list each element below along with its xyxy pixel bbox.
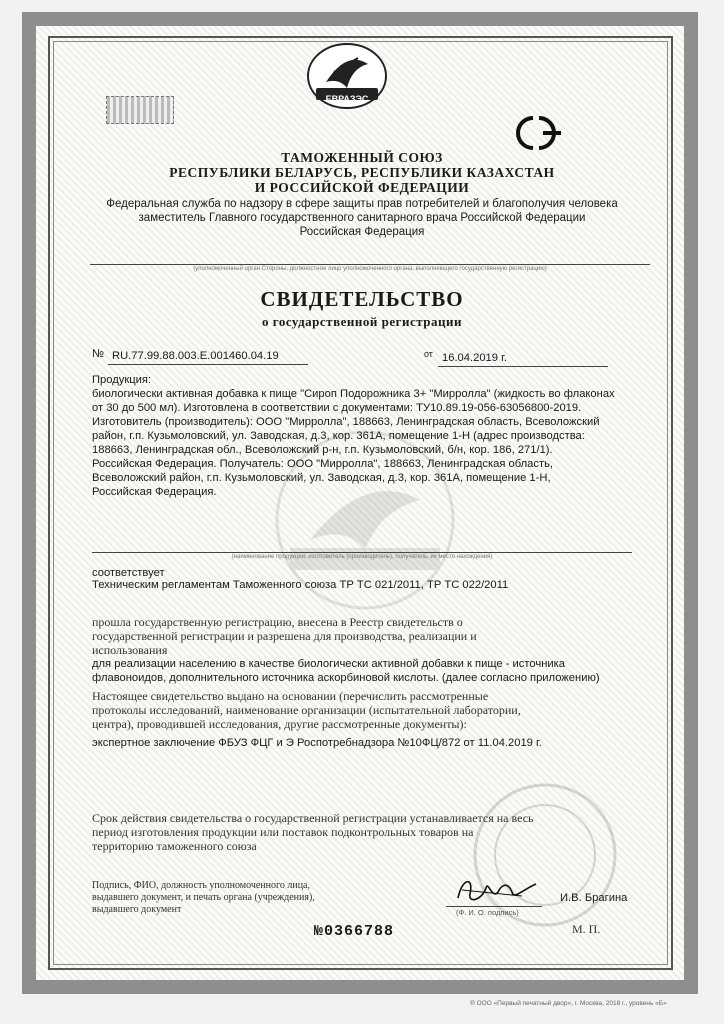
usage-line-2: флавоноидов, дополнительного источника аскорбиновой кислоты. (далее согласно приложению) (92, 672, 600, 684)
union-line-3: И РОССИЙСКОЙ ФЕДЕРАЦИИ (254, 180, 470, 195)
usage-line-1: для реализации населению в качестве биологически активной добавки к пище - источника (92, 658, 565, 670)
agency-line-1: Федеральная служба по надзору в сфере защиты прав потребителей и благополучия человека (106, 198, 618, 210)
basis-line-1: Настоящее свидетельство выдано на основании (перечислить рассмотренные (92, 689, 489, 703)
serial-number: №0366788 (314, 923, 395, 940)
product-line-7: Всеволожский район, г.п. Кузьмоловский, ул. Заводская, д.3, кор. 361А, помещение 1-Н, (92, 472, 551, 484)
printer-note: ® ООО «Первый печатный двор», г. Москва, 2018 г., уровень «Б» (470, 1000, 667, 1007)
agency-hint: (уполномоченный орган Стороны, должностное лицо уполномоченного органа, выполняющего государственную регистрацию) (193, 266, 547, 272)
product-line-4: район, г.п. Кузьмоловский, ул. Заводская, д.3, кор. 361А, помещение 1-Н (адрес производства: (92, 430, 585, 442)
product-line-3: Изготовитель (производитель): ООО "Мирролла", 188663, Ленинградская область, Всеволожский (92, 416, 600, 428)
product-line-5: 188663, Ленинградская обл., Всеволожский р-н, г.п. Кузьмоловский, б/н, кор. 186, 271/1). (92, 444, 553, 456)
hologram-sticker (106, 96, 174, 124)
date-label: от (424, 349, 433, 359)
signature-caption-3: выдавшего документ (92, 904, 182, 915)
validity-line-1: Срок действия свидетельства о государственной регистрации устанавливается на весь (92, 811, 534, 825)
union-line-1: ТАМОЖЕННЫЙ СОЮЗ (281, 150, 443, 165)
validity-line-2: период изготовления продукции или поставок подконтрольных товаров на (92, 825, 474, 839)
emblem-label: ЕВРАЗЭС (325, 94, 369, 104)
conformity-text: Техническим регламентам Таможенного союза ТР ТС 021/2011, ТР ТС 022/2011 (92, 579, 509, 591)
number-label: № (92, 348, 105, 360)
product-label: Продукция: (92, 374, 152, 386)
date-rule (438, 366, 608, 367)
number-rule (108, 364, 308, 365)
product-line-2: от 30 до 500 мл). Изготовлена в соответствии с документами: ТУ10.89.19-056-63056800-2019. (92, 402, 582, 414)
validity-line-3: территорию таможенного союза (92, 839, 257, 853)
signature-caption-1: Подпись, ФИО, должность уполномоченного лица, (92, 880, 310, 891)
certificate-title: СВИДЕТЕЛЬСТВО (260, 287, 464, 311)
mp-label: М. П. (572, 922, 601, 936)
product-line-1: биологически активная добавка к пище "Сироп Подорожника 3+ "Мирролла" (жидкость во флаконах (92, 388, 615, 400)
product-line-8: Российская Федерация. (92, 486, 217, 498)
basis-line-3: центра), проводившей исследования, другие рассмотренные документы): (92, 717, 467, 731)
conformity-label: соответствует (92, 567, 165, 579)
basis-line-2: протоколы исследований, наименование организации (испытательной лаборатории, (92, 703, 521, 717)
se-mark-icon (503, 112, 569, 154)
handwritten-signature (452, 870, 542, 910)
agency-line-3: Российская Федерация (299, 226, 425, 238)
signature-rule (446, 906, 542, 907)
union-line-2: РЕСПУБЛИКИ БЕЛАРУСЬ, РЕСПУБЛИКИ КАЗАХСТАН (169, 165, 555, 180)
registration-line-3: использования (92, 643, 168, 657)
product-line-6: Российская Федерация. Получатель: ООО "Мирролла", 188663, Ленинградская область, (92, 458, 554, 470)
registration-line-1: прошла государственную регистрацию, внесена в Реестр свидетельств о (92, 615, 463, 629)
product-hint: (наименование продукции, изготовитель (производитель), получатель, их место нахождения) (231, 554, 493, 560)
agency-line-2: заместитель Главного государственного санитарного врача Российской Федерации (138, 212, 586, 224)
basis-text: экспертное заключение ФБУЗ ФЦГ и Э Роспотребнадзора №10ФЦ/872 от 11.04.2019 г. (92, 737, 542, 749)
certificate-subtitle: о государственной регистрации (262, 314, 462, 329)
fio-hint: (Ф. И. О. подпись) (456, 908, 519, 917)
signatory-name: И.В. Брагина (560, 892, 628, 904)
certificate-number: RU.77.99.88.003.Е.001460.04.19 (112, 350, 279, 362)
certificate-date: 16.04.2019 г. (442, 352, 507, 364)
registration-line-2: государственной регистрации и разрешена для производства, реализации и (92, 629, 477, 643)
signature-caption-2: выдавшего документ, и печать органа (учреждения), (92, 892, 315, 903)
